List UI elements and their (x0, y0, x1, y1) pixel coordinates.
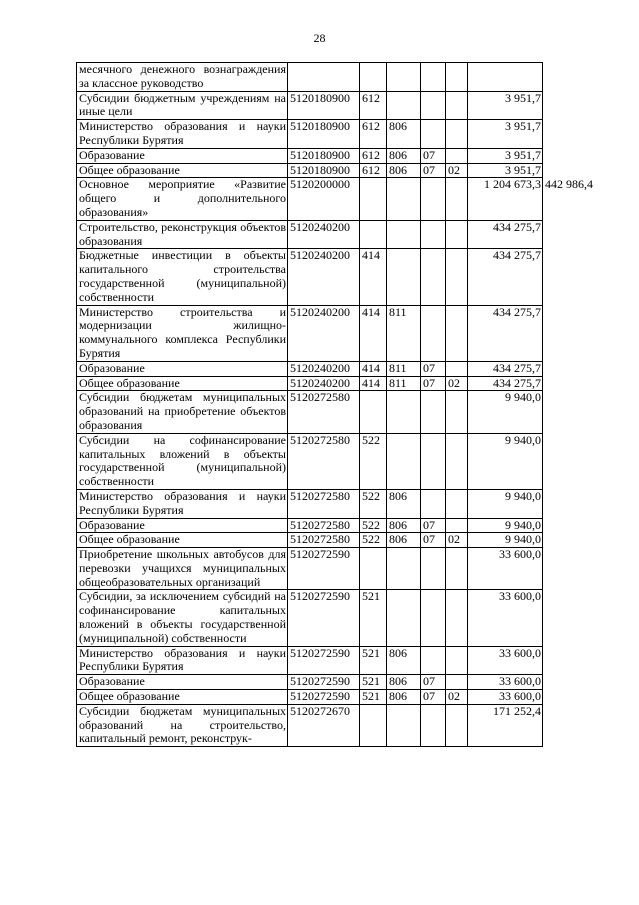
row-sum2-cell (543, 590, 595, 646)
row-sum-cell: 9 940,0 (468, 489, 543, 518)
row-sum-cell: 3 951,7 (468, 163, 543, 178)
row-pr-cell (446, 178, 468, 220)
row-vr-cell: 414 (360, 249, 387, 305)
row-vr-cell: 521 (360, 690, 387, 705)
row-pr-cell (446, 675, 468, 690)
row-sum2-cell (543, 391, 595, 433)
row-sum2-cell (543, 120, 595, 149)
table-row (77, 433, 595, 489)
row-grbs-cell (387, 590, 421, 646)
row-kcsr-cell: 5120240200 (288, 249, 360, 305)
row-kcsr-cell: 5120272580 (288, 391, 360, 433)
row-sum-cell: 9 940,0 (468, 391, 543, 433)
row-grbs-cell: 806 (387, 690, 421, 705)
row-grbs-cell: 811 (387, 361, 421, 376)
row-kcsr-cell: 5120180900 (288, 91, 360, 120)
row-name-cell: Образование (77, 361, 288, 376)
row-grbs-cell (387, 548, 421, 590)
row-pr-cell (446, 120, 468, 149)
row-pr-cell (446, 489, 468, 518)
row-rz-cell (421, 178, 446, 220)
row-pr-cell (446, 391, 468, 433)
row-vr-cell: 612 (360, 120, 387, 149)
row-vr-cell: 612 (360, 163, 387, 178)
row-rz-cell (421, 646, 446, 675)
row-name-cell: Образование (77, 148, 288, 163)
row-grbs-cell (387, 178, 421, 220)
row-sum-cell: 33 600,0 (468, 675, 543, 690)
row-rz-cell (421, 120, 446, 149)
row-grbs-cell: 806 (387, 148, 421, 163)
row-vr-cell (360, 63, 387, 92)
row-vr-cell: 522 (360, 433, 387, 489)
row-sum2-cell (543, 376, 595, 391)
row-kcsr-cell: 5120272580 (288, 433, 360, 489)
table-row (77, 163, 595, 178)
row-grbs-cell (387, 391, 421, 433)
row-pr-cell (446, 220, 468, 249)
row-rz-cell: 07 (421, 690, 446, 705)
row-sum-cell (468, 63, 543, 92)
row-sum2-cell (543, 305, 595, 361)
row-grbs-cell (387, 249, 421, 305)
row-name-cell: Бюджетные инвестиции в объекты капитального строительства государственной (муниципальной) собственности (77, 249, 288, 305)
table-row (77, 391, 595, 433)
row-sum-cell: 434 275,7 (468, 305, 543, 361)
row-pr-cell (446, 590, 468, 646)
row-kcsr-cell: 5120272590 (288, 675, 360, 690)
row-sum2-cell (543, 220, 595, 249)
row-sum2-cell (543, 91, 595, 120)
row-sum2-cell (543, 675, 595, 690)
table-row (77, 249, 595, 305)
row-rz-cell (421, 220, 446, 249)
row-vr-cell: 414 (360, 376, 387, 391)
row-sum-cell: 1 204 673,3 (468, 178, 543, 220)
row-sum-cell: 33 600,0 (468, 590, 543, 646)
row-grbs-cell (387, 220, 421, 249)
row-vr-cell (360, 548, 387, 590)
table-body (77, 63, 595, 747)
row-kcsr-cell: 5120272590 (288, 590, 360, 646)
row-vr-cell (360, 178, 387, 220)
row-grbs-cell: 806 (387, 120, 421, 149)
row-pr-cell: 02 (446, 533, 468, 548)
row-kcsr-cell: 5120272670 (288, 704, 360, 746)
row-kcsr-cell: 5120272580 (288, 518, 360, 533)
row-rz-cell: 07 (421, 518, 446, 533)
table-row (77, 91, 595, 120)
row-kcsr-cell: 5120272580 (288, 489, 360, 518)
row-name-cell: Министерство образования и науки Республики Бурятия (77, 646, 288, 675)
row-rz-cell (421, 305, 446, 361)
row-rz-cell (421, 91, 446, 120)
table-row (77, 675, 595, 690)
row-sum-cell: 33 600,0 (468, 690, 543, 705)
row-vr-cell: 521 (360, 590, 387, 646)
table-row (77, 178, 595, 220)
row-sum2-cell (543, 63, 595, 92)
row-sum2-cell (543, 489, 595, 518)
table-row (77, 63, 595, 92)
row-sum-cell: 434 275,7 (468, 376, 543, 391)
row-rz-cell: 07 (421, 361, 446, 376)
row-sum2-cell: 442 986,4 (545, 177, 593, 191)
row-pr-cell (446, 361, 468, 376)
row-vr-cell: 522 (360, 518, 387, 533)
row-sum-cell: 434 275,7 (468, 220, 543, 249)
row-pr-cell (446, 548, 468, 590)
row-pr-cell: 02 (446, 163, 468, 178)
table-row (77, 148, 595, 163)
table-row (77, 361, 595, 376)
row-vr-cell: 522 (360, 533, 387, 548)
row-grbs-cell: 806 (387, 646, 421, 675)
row-sum2-cell (543, 548, 595, 590)
row-name-cell: Строительство, реконструкция объектов образования (77, 220, 288, 249)
row-name-cell: Министерство образования и науки Республики Бурятия (77, 120, 288, 149)
row-pr-cell (446, 704, 468, 746)
row-name-cell: Субсидии бюджетным учреждениям на иные цели (77, 91, 288, 120)
row-sum-cell: 171 252,4 (468, 704, 543, 746)
row-rz-cell (421, 63, 446, 92)
budget-table (76, 62, 595, 747)
row-vr-cell: 521 (360, 675, 387, 690)
row-grbs-cell: 806 (387, 675, 421, 690)
row-kcsr-cell: 5120240200 (288, 376, 360, 391)
row-rz-cell (421, 391, 446, 433)
row-vr-cell: 612 (360, 91, 387, 120)
row-name-cell: Общее образование (77, 163, 288, 178)
row-kcsr-cell (288, 63, 360, 92)
row-rz-cell (421, 590, 446, 646)
row-kcsr-cell: 5120272590 (288, 646, 360, 675)
row-grbs-cell: 811 (387, 376, 421, 391)
table-row (77, 590, 595, 646)
row-sum-cell: 9 940,0 (468, 533, 543, 548)
row-vr-cell: 414 (360, 361, 387, 376)
page-number: 28 (313, 31, 326, 45)
row-pr-cell: 02 (446, 690, 468, 705)
row-sum-cell: 33 600,0 (468, 646, 543, 675)
row-grbs-cell (387, 433, 421, 489)
row-name-cell: Основное мероприятие «Развитие общего и дополнительного образования» (77, 178, 288, 220)
row-kcsr-cell: 5120180900 (288, 163, 360, 178)
row-sum-cell: 434 275,7 (468, 249, 543, 305)
row-sum-cell: 9 940,0 (468, 433, 543, 489)
row-grbs-cell: 806 (387, 518, 421, 533)
row-sum2-cell (543, 690, 595, 705)
row-vr-cell (360, 391, 387, 433)
row-sum-cell: 3 951,7 (468, 91, 543, 120)
row-rz-cell (421, 433, 446, 489)
row-grbs-cell (387, 63, 421, 92)
table-row (77, 690, 595, 705)
row-sum-cell: 9 940,0 (468, 518, 543, 533)
row-sum-cell: 3 951,7 (468, 148, 543, 163)
row-sum2-cell (543, 361, 595, 376)
row-rz-cell (421, 548, 446, 590)
row-sum2-cell (543, 704, 595, 746)
row-grbs-cell: 806 (387, 533, 421, 548)
row-sum-cell: 33 600,0 (468, 548, 543, 590)
row-grbs-cell: 806 (387, 489, 421, 518)
row-kcsr-cell: 5120180900 (288, 148, 360, 163)
row-name-cell: Субсидии бюджетам муниципальных образований на приобретение объектов образования (77, 391, 288, 433)
row-pr-cell (446, 518, 468, 533)
row-name-cell: Министерство образования и науки Республики Бурятия (77, 489, 288, 518)
row-name-cell: Министерство строительства и модернизации жилищно-коммунального комплекса Республики Бурятия (77, 305, 288, 361)
row-pr-cell (446, 433, 468, 489)
row-sum2-cell (543, 518, 595, 533)
table-row (77, 548, 595, 590)
row-pr-cell: 02 (446, 376, 468, 391)
row-pr-cell (446, 305, 468, 361)
row-sum2-cell (543, 163, 595, 178)
row-kcsr-cell: 5120240200 (288, 361, 360, 376)
row-sum2-cell (543, 249, 595, 305)
row-rz-cell: 07 (421, 675, 446, 690)
row-kcsr-cell: 5120240200 (288, 220, 360, 249)
row-rz-cell: 07 (421, 163, 446, 178)
row-grbs-cell: 811 (387, 305, 421, 361)
row-sum2-cell (543, 533, 595, 548)
row-name-cell: месячного денежного вознаграждения за классное руководство (77, 63, 288, 92)
row-grbs-cell: 806 (387, 163, 421, 178)
row-sum2-cell (543, 646, 595, 675)
table-row (77, 305, 595, 361)
table-row (77, 220, 595, 249)
row-rz-cell (421, 489, 446, 518)
row-vr-cell: 414 (360, 305, 387, 361)
table-row (77, 120, 595, 149)
row-sum2-cell (543, 148, 595, 163)
row-name-cell: Субсидии на софинансирование капитальных вложений в объекты государственной (муниципальной) собственности (77, 433, 288, 489)
row-pr-cell (446, 249, 468, 305)
table-row (77, 518, 595, 533)
table-row (77, 489, 595, 518)
row-vr-cell: 522 (360, 489, 387, 518)
table-row (77, 646, 595, 675)
row-name-cell: Субсидии, за исключением субсидий на софинансирование капитальных вложений в объекты государственной (муниципальной) собственности (77, 590, 288, 646)
row-kcsr-cell: 5120200000 (288, 178, 360, 220)
table-row (77, 533, 595, 548)
row-sum-cell: 3 951,7 (468, 120, 543, 149)
row-pr-cell (446, 91, 468, 120)
row-name-cell: Субсидии бюджетам муниципальных образований на строительство, капитальный ремонт, реконструк- (77, 704, 288, 746)
row-pr-cell (446, 646, 468, 675)
row-vr-cell: 612 (360, 148, 387, 163)
row-rz-cell: 07 (421, 148, 446, 163)
row-name-cell: Общее образование (77, 533, 288, 548)
row-sum2-cell (543, 433, 595, 489)
row-rz-cell (421, 704, 446, 746)
row-grbs-cell (387, 91, 421, 120)
row-name-cell: Образование (77, 518, 288, 533)
row-name-cell: Общее образование (77, 690, 288, 705)
row-grbs-cell (387, 704, 421, 746)
row-vr-cell (360, 220, 387, 249)
row-kcsr-cell: 5120180900 (288, 120, 360, 149)
row-name-cell: Общее образование (77, 376, 288, 391)
row-rz-cell: 07 (421, 376, 446, 391)
row-kcsr-cell: 5120272590 (288, 548, 360, 590)
row-kcsr-cell: 5120272590 (288, 690, 360, 705)
row-pr-cell (446, 148, 468, 163)
table-row (77, 704, 595, 746)
row-name-cell: Образование (77, 675, 288, 690)
row-kcsr-cell: 5120272580 (288, 533, 360, 548)
row-rz-cell: 07 (421, 533, 446, 548)
row-vr-cell: 521 (360, 646, 387, 675)
row-vr-cell (360, 704, 387, 746)
row-pr-cell (446, 63, 468, 92)
row-sum-cell: 434 275,7 (468, 361, 543, 376)
row-kcsr-cell: 5120240200 (288, 305, 360, 361)
table-row (77, 376, 595, 391)
row-rz-cell (421, 249, 446, 305)
row-name-cell: Приобретение школьных автобусов для перевозки учащихся муниципальных общеобразовательных организаций (77, 548, 288, 590)
